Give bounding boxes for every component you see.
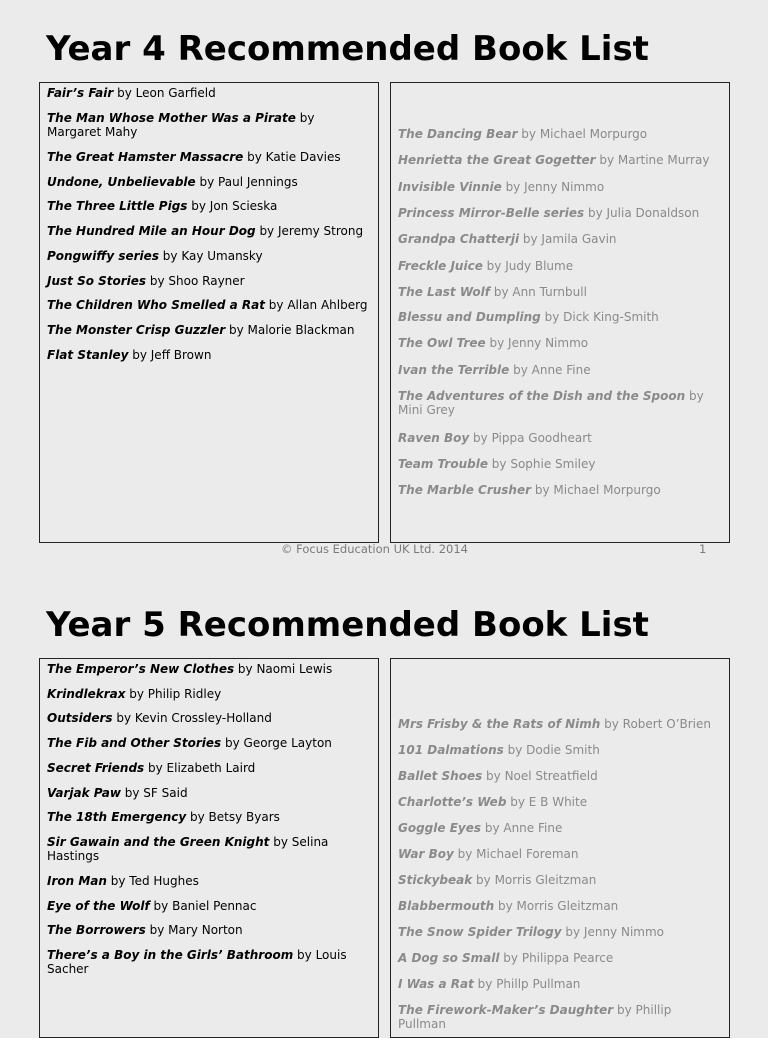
- book-title: There’s a Boy in the Girls’ Bathroom: [47, 948, 294, 962]
- book-title: The Adventures of the Dish and the Spoon: [398, 389, 686, 403]
- book-author: by Ted Hughes: [106, 874, 199, 888]
- book-entry: [47, 874, 370, 888]
- book-title: The Last Wolf: [398, 285, 491, 299]
- book-author: by Leon Garfield: [113, 86, 216, 100]
- book-title: A Dog so Small: [398, 951, 500, 965]
- book-author: by Phillip Pullman: [398, 1003, 672, 1031]
- book-author: by Martine Murray: [595, 153, 710, 167]
- book-author: by Kay Umansky: [158, 249, 263, 263]
- book-title: Eye of the Wolf: [47, 899, 150, 913]
- book-author: by Morris Gleitzman: [472, 873, 597, 887]
- book-author: by Selina Hastings: [47, 835, 329, 863]
- copyright-footer: © Focus Education UK Ltd. 2014: [281, 542, 468, 556]
- book-entry: [398, 153, 721, 167]
- book-title: Krindlekrax: [47, 687, 126, 701]
- book-title: Goggle Eyes: [398, 821, 482, 835]
- book-entry: [47, 86, 370, 100]
- book-entry: [398, 457, 721, 471]
- page-1-title: Year 4 Recommended Book List: [46, 29, 649, 69]
- book-title: Outsiders: [47, 711, 113, 725]
- book-title: Henrietta the Great Gogetter: [398, 153, 596, 167]
- book-entry: [398, 925, 721, 939]
- book-author: by Anne Fine: [481, 821, 563, 835]
- book-title: The Snow Spider Trilogy: [398, 925, 562, 939]
- book-entry: [398, 127, 721, 141]
- book-entry: [398, 1003, 721, 1031]
- book-author: by Mini Grey: [398, 389, 704, 417]
- book-author: by Julia Donaldson: [584, 206, 700, 220]
- book-title: The Marble Crusher: [398, 483, 532, 497]
- book-entry: [47, 948, 370, 976]
- book-author: by Jeremy Strong: [255, 224, 364, 238]
- book-author: by Jeff Brown: [128, 348, 212, 362]
- book-title: Blabbermouth: [398, 899, 495, 913]
- book-title: The Emperor’s New Clothes: [47, 662, 235, 676]
- book-title: Undone, Unbelievable: [47, 175, 196, 189]
- book-entry: [47, 199, 370, 213]
- book-title: Invisible Vinnie: [398, 180, 502, 194]
- book-entry: [398, 977, 721, 991]
- book-title: Sir Gawain and the Green Knight: [47, 835, 270, 849]
- book-author: by George Layton: [221, 736, 332, 750]
- book-entry: [398, 769, 721, 783]
- book-author: by E B White: [506, 795, 588, 809]
- book-entry: [47, 761, 370, 775]
- book-author: by Betsy Byars: [186, 810, 280, 824]
- book-title: Grandpa Chatterji: [398, 232, 520, 246]
- book-title: The Dancing Bear: [398, 127, 518, 141]
- page-1-left-book-box: [39, 82, 379, 543]
- book-author: by Margaret Mahy: [47, 111, 315, 139]
- book-author: by Allan Ahlberg: [264, 298, 368, 312]
- book-entry: [47, 224, 370, 238]
- book-entry: [47, 835, 370, 863]
- page-1-right-book-box: [390, 82, 730, 543]
- book-entry: [398, 795, 721, 809]
- book-title: War Boy: [398, 847, 454, 861]
- book-title: The Great Hamster Massacre: [47, 150, 244, 164]
- book-title: Raven Boy: [398, 431, 470, 445]
- book-entry: [398, 717, 721, 731]
- book-author: by Paul Jennings: [195, 175, 298, 189]
- book-entry: [47, 175, 370, 189]
- book-title: Stickybeak: [398, 873, 473, 887]
- book-author: by Shoo Rayner: [146, 274, 245, 288]
- book-entry: [47, 274, 370, 288]
- page-2-left-book-box: [39, 658, 379, 1038]
- book-author: by Robert O’Brien: [600, 717, 712, 731]
- book-title: Mrs Frisby & the Rats of Nimh: [398, 717, 601, 731]
- book-title: Fair’s Fair: [47, 86, 114, 100]
- book-title: Princess Mirror-Belle series: [398, 206, 585, 220]
- book-author: by Dick King-Smith: [540, 310, 659, 324]
- book-entry: [47, 810, 370, 824]
- book-author: by Phillp Pullman: [473, 977, 581, 991]
- book-entry: [398, 259, 721, 273]
- book-entry: [47, 111, 370, 139]
- book-entry: [398, 743, 721, 757]
- book-title: Iron Man: [47, 874, 107, 888]
- book-title: Varjak Paw: [47, 786, 121, 800]
- book-entry: [47, 662, 370, 676]
- book-title: Just So Stories: [47, 274, 147, 288]
- book-author: by SF Said: [120, 786, 188, 800]
- book-entry: [398, 431, 721, 445]
- book-author: by Malorie Blackman: [225, 323, 355, 337]
- book-entry: [398, 873, 721, 887]
- book-author: by Baniel Pennac: [149, 899, 257, 913]
- book-entry: [47, 711, 370, 725]
- book-author: by Jamila Gavin: [519, 232, 617, 246]
- book-title: Ballet Shoes: [398, 769, 483, 783]
- book-entry: [47, 786, 370, 800]
- book-author: by Jon Scieska: [187, 199, 278, 213]
- book-author: by Kevin Crossley-Holland: [112, 711, 272, 725]
- book-author: by Michael Foreman: [453, 847, 579, 861]
- book-title: Charlotte’s Web: [398, 795, 507, 809]
- book-title: Secret Friends: [47, 761, 145, 775]
- book-title: The Man Whose Mother Was a Pirate: [47, 111, 296, 125]
- book-entry: [398, 206, 721, 220]
- book-entry: [47, 687, 370, 701]
- book-title: The Borrowers: [47, 923, 146, 937]
- book-author: by Katie Davies: [243, 150, 341, 164]
- book-title: Flat Stanley: [47, 348, 129, 362]
- book-title: The Fib and Other Stories: [47, 736, 222, 750]
- book-entry: [398, 899, 721, 913]
- book-title: Ivan the Terrible: [398, 363, 510, 377]
- book-entry: [398, 285, 721, 299]
- page-2-title: Year 5 Recommended Book List: [46, 605, 649, 645]
- book-entry: [398, 847, 721, 861]
- book-author: by Louis Sacher: [47, 948, 347, 976]
- book-title: Pongwiffy series: [47, 249, 159, 263]
- book-entry: [398, 180, 721, 194]
- book-title: The Firework-Maker’s Daughter: [398, 1003, 614, 1017]
- book-author: by Michael Morpurgo: [531, 483, 661, 497]
- book-author: by Mary Norton: [145, 923, 243, 937]
- book-entry: [398, 821, 721, 835]
- book-title: Team Trouble: [398, 457, 488, 471]
- book-entry: [398, 951, 721, 965]
- book-title: Freckle Juice: [398, 259, 483, 273]
- book-entry: [47, 348, 370, 362]
- page-2-right-book-box: [390, 658, 730, 1038]
- book-author: by Sophie Smiley: [487, 457, 596, 471]
- book-author: by Jenny Nimmo: [501, 180, 605, 194]
- book-title: The Hundred Mile an Hour Dog: [47, 224, 256, 238]
- book-entry: [47, 298, 370, 312]
- book-entry: [47, 736, 370, 750]
- book-title: The Owl Tree: [398, 336, 486, 350]
- book-entry: [398, 310, 721, 324]
- book-author: by Philippa Pearce: [499, 951, 614, 965]
- book-title: I Was a Rat: [398, 977, 474, 991]
- book-title: 101 Dalmations: [398, 743, 504, 757]
- book-entry: [47, 249, 370, 263]
- book-entry: [398, 483, 721, 497]
- page-number: 1: [699, 542, 707, 556]
- book-author: by Pippa Goodheart: [469, 431, 592, 445]
- book-author: by Jenny Nimmo: [561, 925, 665, 939]
- book-author: by Naomi Lewis: [234, 662, 333, 676]
- book-title: The 18th Emergency: [47, 810, 187, 824]
- book-title: The Monster Crisp Guzzler: [47, 323, 226, 337]
- book-entry: [47, 923, 370, 937]
- book-author: by Philip Ridley: [125, 687, 222, 701]
- book-author: by Judy Blume: [482, 259, 574, 273]
- book-entry: [398, 232, 721, 246]
- book-author: by Michael Morpurgo: [517, 127, 648, 141]
- book-author: by Noel Streatfield: [482, 769, 598, 783]
- book-entry: [47, 323, 370, 337]
- book-title: The Three Little Pigs: [47, 199, 188, 213]
- book-entry: [398, 336, 721, 350]
- book-entry: [398, 363, 721, 377]
- book-author: by Anne Fine: [509, 363, 591, 377]
- book-author: by Dodie Smith: [503, 743, 600, 757]
- book-entry: [47, 899, 370, 913]
- book-title: The Children Who Smelled a Rat: [47, 298, 265, 312]
- book-author: by Ann Turnbull: [490, 285, 587, 299]
- book-entry: [47, 150, 370, 164]
- book-title: Blessu and Dumpling: [398, 310, 541, 324]
- book-author: by Elizabeth Laird: [144, 761, 256, 775]
- book-author: by Morris Gleitzman: [494, 899, 619, 913]
- book-author: by Jenny Nimmo: [485, 336, 589, 350]
- book-entry: [398, 389, 721, 417]
